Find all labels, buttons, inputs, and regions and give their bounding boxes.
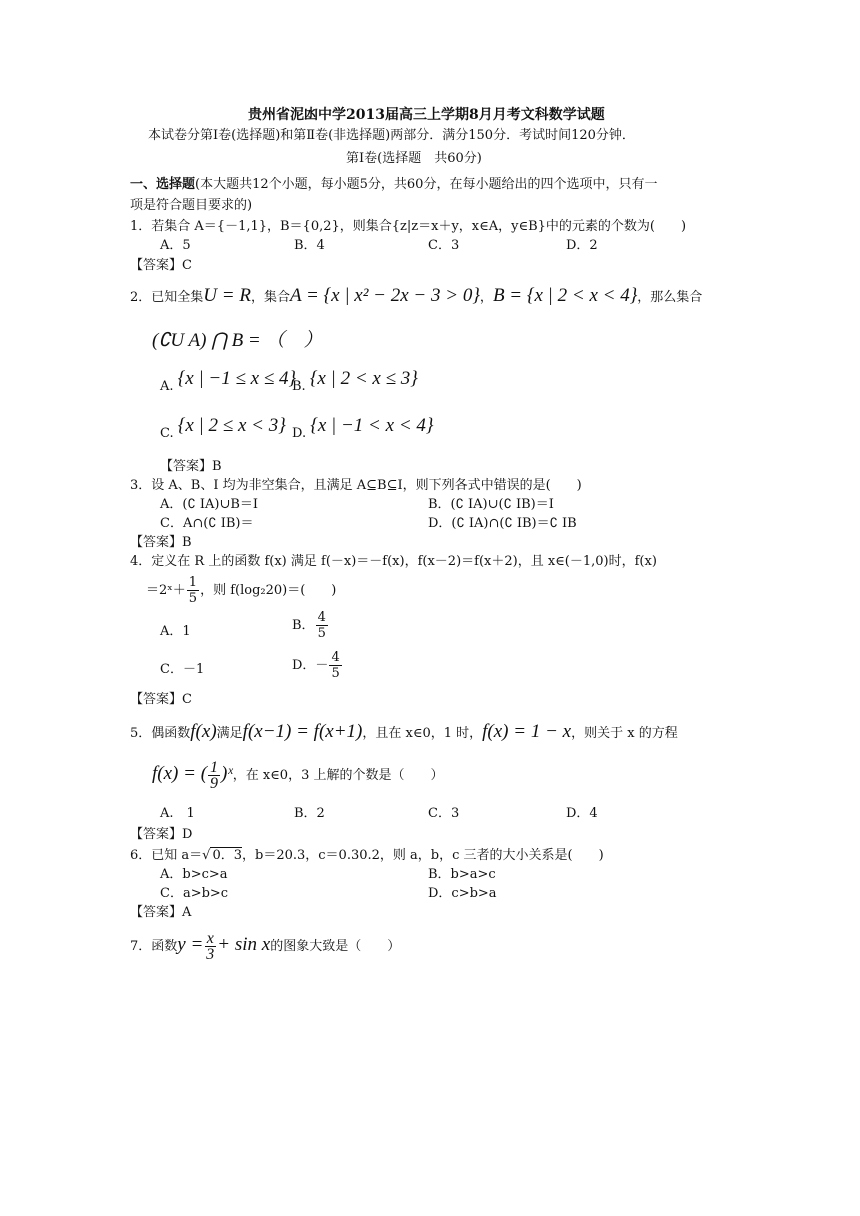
answer-label: 【答案】	[130, 692, 183, 707]
q4-stem-2	[146, 575, 336, 607]
q2-a-expr: A = {x | x² − 2x − 3 > 0}	[289, 285, 480, 306]
page-title: 贵州省泥凼中学2013届高三上学期8月月考文科数学试题	[248, 107, 605, 123]
answer-value: A	[182, 905, 192, 920]
q5-expr-3: f(x) = 1 − x	[482, 721, 572, 742]
fraction-denominator: 5	[317, 626, 326, 641]
q5-option-b: B．2	[294, 806, 325, 821]
q3-option-c: C．A∩(∁ IB)＝	[160, 516, 254, 531]
q6-stem-a: 6．已知 a＝	[130, 848, 203, 863]
q6-stem-b: ，b＝20.3，c＝0.30.2，则 a，b，c 三者的大小关系是( )	[242, 848, 604, 863]
section-desc-2: 项是符合题目要求的)	[130, 198, 253, 213]
answer-value: B	[212, 459, 222, 474]
q5-stem-c: ，且在 x∈0，1 时，	[362, 726, 483, 741]
q5-stem-a: 5．偶函数	[130, 726, 191, 741]
q5-option-c: C．3	[428, 806, 460, 821]
fraction-denominator: 5	[188, 591, 198, 606]
q7-stem-a: 7．函数	[130, 939, 178, 954]
q1-stem: 1．若集合 A＝{－1,1}，B＝{0,2}，则集合{z|z＝x＋y，x∈A，y∈B}中的元素的个数为( )	[130, 219, 687, 234]
q2-option-c	[160, 415, 286, 444]
q1-option-d: D．2	[566, 238, 598, 253]
answer-value: C	[182, 258, 192, 273]
fraction-numerator: 1	[210, 759, 219, 776]
answer-value: C	[182, 692, 192, 707]
answer-label: 【答案】	[130, 258, 183, 273]
q4-option-b	[292, 610, 329, 642]
section-intro	[130, 177, 657, 193]
q2-option-c-label: C.	[160, 426, 174, 441]
fraction-numerator: 4	[317, 610, 326, 625]
q2-option-a	[160, 368, 297, 397]
q2-stem-d: ，那么集合	[637, 290, 703, 305]
section-head: 一、选择题	[130, 177, 196, 192]
q4-option-c: C．－1	[160, 662, 205, 677]
q2-expr: (∁U A) ⋂ B = （ ）	[152, 330, 323, 351]
q7-stem-b: 的图象大致是（ ）	[270, 939, 401, 954]
section-desc-1: (本大题共12个小题，每小题5分，共60分，在每小题给出的四个选项中，只有一	[195, 177, 658, 192]
q2-option-a-label: A.	[160, 379, 174, 394]
answer-value: D	[182, 827, 193, 842]
q2-option-d-value: {x | −1 < x < 4}	[310, 415, 434, 436]
q2-option-b	[292, 368, 418, 397]
fraction-numerator: 4	[331, 650, 340, 665]
q5-expr-2: f(x−1) = f(x+1)	[242, 721, 363, 742]
q2-stem-b: ，集合	[250, 290, 290, 305]
answer-label: 【答案】	[160, 459, 213, 474]
q5-expr-4a: f(x) = (	[152, 763, 208, 784]
q5-expr-1: f(x)	[190, 721, 217, 742]
intro-text: 本试卷分第Ⅰ卷(选择题)和第Ⅱ卷(非选择题)两部分．满分150分．考试时间120分钟．	[148, 128, 635, 143]
q5-expr-4b: )ˣ	[221, 763, 233, 784]
q7-expr-a: y =	[177, 934, 204, 955]
q2-stem-c: ，	[479, 290, 493, 305]
q7-stem	[130, 926, 400, 966]
q1-option-a: A．5	[160, 238, 191, 253]
fraction-numerator: x	[206, 930, 214, 947]
q2-u-expr: U = R	[203, 285, 251, 306]
q4-option-d-label: D．－	[292, 658, 329, 673]
q6-answer	[130, 905, 191, 921]
q4-answer	[130, 692, 192, 708]
q5-answer	[130, 827, 192, 843]
q5-stem-2	[152, 757, 443, 793]
q4-stem-2a: ＝2ˣ＋	[146, 583, 186, 598]
q4-stem-1: 4．定义在 R 上的函数 f(x) 满足 f(－x)＝－f(x)，f(x－2)＝f(x＋2)，且 x∈(－1,0)时，f(x)	[130, 554, 657, 569]
q2-stem-a: 2．已知全集	[130, 290, 204, 305]
fraction-denominator: 5	[331, 666, 340, 681]
q6-option-d: D．c>b>a	[428, 886, 497, 901]
q2-option-c-value: {x | 2 ≤ x < 3}	[177, 415, 286, 436]
q5-stem-e: ，在 x∈0，3 上解的个数是（ ）	[232, 768, 444, 783]
q2-option-d	[292, 415, 434, 444]
q5-option-a: A. 1	[160, 806, 195, 821]
q2-option-b-label: B.	[292, 379, 306, 394]
fraction-numerator: 1	[188, 575, 198, 590]
answer-label: 【答案】	[130, 905, 183, 920]
q6-stem: 6．已知 a＝√ 0．3，b＝20.3，c＝0.30.2，则 a，b，c 三者的大小关系是( )	[130, 848, 604, 863]
q3-option-b: B．(∁ IA)∪(∁ IB)＝I	[428, 497, 554, 512]
q2-b-expr: B = {x | 2 < x < 4}	[492, 285, 638, 306]
q2-stem	[130, 284, 702, 310]
q1-option-b: B．4	[294, 238, 325, 253]
q6-option-b: B．b>a>c	[428, 867, 496, 882]
q3-option-a: A．(∁ IA)∪B＝I	[160, 497, 259, 512]
q5-option-d: D．4	[566, 806, 598, 821]
q5-stem-1	[130, 721, 678, 745]
q4-fraction	[187, 575, 199, 606]
answer-label: 【答案】	[130, 827, 183, 842]
answer-value: B	[182, 535, 192, 550]
q7-expr-b: + sin x	[217, 934, 271, 955]
answer-label: 【答案】	[130, 535, 183, 550]
q2-answer	[160, 459, 222, 475]
q4-stem-2b: ，则 f(log₂20)＝( )	[200, 583, 337, 598]
q2-option-b-value: {x | 2 < x ≤ 3}	[309, 368, 418, 389]
q3-answer	[130, 535, 192, 551]
q7-fraction	[204, 931, 216, 962]
q5-stem-d: ，则关于 x 的方程	[571, 726, 678, 741]
q4-option-d-fraction	[329, 650, 341, 681]
q2-option-a-value: {x | −1 ≤ x ≤ 4}	[177, 368, 297, 389]
q4-option-b-label: B．	[292, 618, 315, 633]
q5-fraction	[208, 760, 220, 791]
q6-option-a: A．b>c>a	[160, 867, 228, 882]
q3-option-d: D．(∁ IA)∩(∁ IB)＝∁ IB	[428, 516, 577, 531]
q1-answer	[130, 258, 192, 274]
part-heading: 第Ⅰ卷(选择题 共60分)	[346, 151, 482, 166]
q6-option-c: C．a>b>c	[160, 886, 229, 901]
q6-sqrt: 0．3	[212, 848, 242, 863]
q1-option-c: C．3	[428, 238, 460, 253]
q3-stem: 3．设 A、B、I 均为非空集合，且满足 A⊆B⊆I，则下列各式中错误的是( )	[130, 478, 582, 493]
fraction-denominator: 3	[206, 946, 215, 963]
fraction-denominator: 9	[210, 775, 219, 792]
q4-option-d	[292, 650, 343, 682]
q2-option-d-label: D.	[292, 426, 307, 441]
q4-option-a: A．1	[160, 624, 191, 639]
q4-option-b-fraction	[316, 610, 328, 641]
q5-stem-b: 满足	[216, 726, 243, 741]
